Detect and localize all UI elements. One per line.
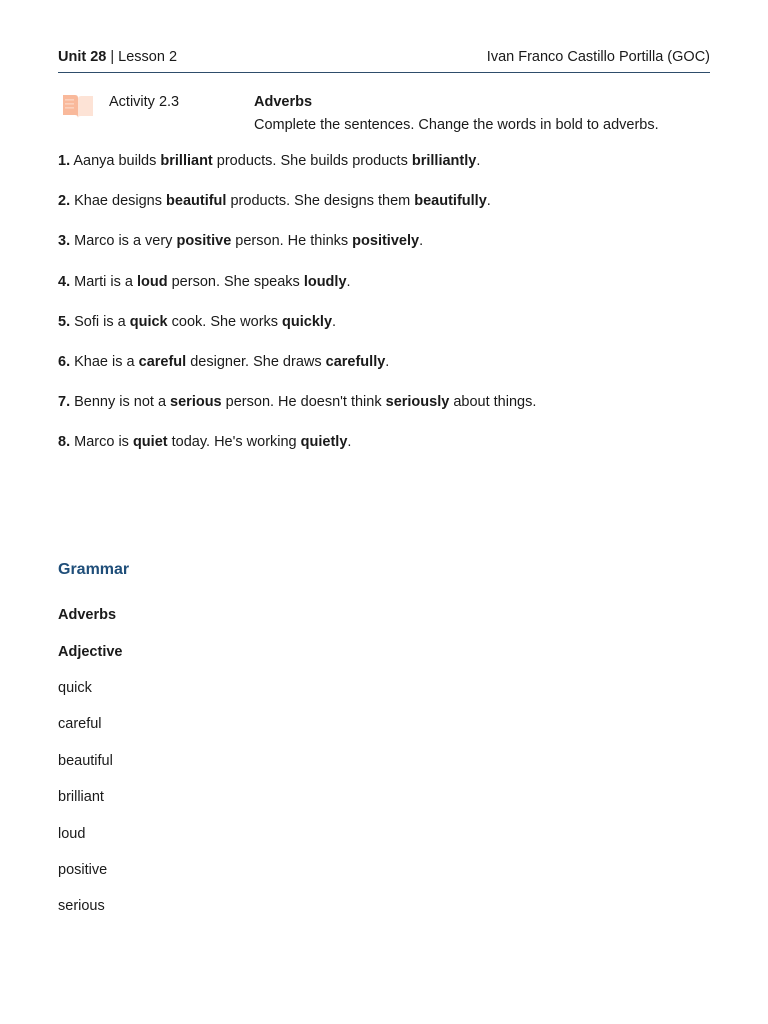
sentence-text: Benny is not a [74, 394, 171, 411]
exercise-number: 6. [58, 353, 71, 370]
bold-word: quietly [300, 434, 348, 451]
bold-word: quick [129, 313, 168, 330]
sentence-text: . [486, 193, 491, 210]
exercise-sentence [58, 272, 710, 312]
page-header [58, 47, 710, 67]
exercise-sentence [58, 151, 710, 191]
sentence-text: person. She speaks [167, 273, 304, 290]
exercise-number: 5. [58, 313, 71, 330]
exercise-sentence [58, 352, 710, 392]
exercise-sentence [58, 392, 710, 432]
sentence-text: designer. She draws [186, 353, 326, 370]
sentence-text: Khae designs [74, 193, 167, 210]
adjective-item: loud [58, 825, 86, 842]
sentence-text: . [419, 233, 424, 250]
bold-word: brilliant [160, 153, 213, 169]
bold-word: positive [176, 233, 232, 250]
header-separator: | [106, 49, 119, 65]
sentence-text: Marti is a [74, 273, 137, 290]
exercise-sentence [58, 231, 710, 271]
activity-title: Adverbs [254, 94, 313, 110]
header-divider [58, 72, 710, 73]
bold-word: carefully [325, 353, 386, 370]
sentence-text: today. He's working [167, 434, 301, 451]
adjective-item: brilliant [58, 789, 104, 806]
sentence-text: . [385, 353, 390, 370]
exercise-number: 7. [58, 394, 71, 411]
sentence-text: Sofi is a [74, 313, 130, 330]
bold-word: brilliantly [411, 153, 477, 169]
sentence-text: . [332, 313, 337, 330]
grammar-subheading: Adverbs [58, 607, 117, 623]
bold-word: serious [170, 394, 222, 411]
sentence-text: about things. [449, 394, 537, 411]
bold-word: quickly [282, 313, 333, 330]
adjective-item: serious [58, 898, 105, 915]
grammar-heading: Grammar [58, 561, 130, 578]
sentence-text: Aanya builds [73, 153, 161, 169]
bold-word: beautiful [166, 193, 227, 210]
unit-lesson [58, 47, 177, 67]
sentence-text: cook. She works [167, 313, 283, 330]
exercise-number: 1. [58, 153, 71, 169]
bold-word: loud [136, 273, 168, 290]
lesson-label: Lesson 2 [118, 49, 178, 65]
document-page [58, 0, 710, 1024]
bold-word: quiet [132, 434, 168, 451]
exercise-number: 4. [58, 273, 71, 290]
sentence-text: Khae is a [74, 353, 139, 370]
sentence-text: person. He doesn't think [221, 394, 386, 411]
sentence-text: . [347, 434, 352, 451]
exercise-number: 8. [58, 434, 71, 451]
activity-instruction: Complete the sentences. Change the words in bold to adverbs. [254, 117, 659, 133]
activity-number: Activity 2.3 [109, 94, 180, 110]
adjective-item: beautiful [58, 752, 113, 769]
bold-word: loudly [303, 273, 347, 290]
sentence-text: Marco is [74, 434, 133, 451]
exercise-sentence [58, 432, 710, 472]
adjective-item: positive [58, 861, 108, 878]
unit-label: Unit 28 [58, 49, 107, 65]
sentence-text: products. She designs them [226, 193, 415, 210]
adjective-item: quick [58, 680, 92, 696]
bold-word: positively [352, 233, 420, 250]
author-name: Ivan Franco Castillo Portilla (GOC) [486, 49, 710, 65]
sentence-text: Marco is a very [74, 233, 177, 250]
exercise-number: 3. [58, 233, 71, 250]
bold-word: seriously [385, 394, 450, 411]
sentence-text: person. He thinks [231, 233, 353, 250]
exercise-number: 2. [58, 193, 71, 210]
sentence-text: . [346, 273, 351, 290]
bold-word: careful [138, 353, 187, 370]
sentence-text: . [476, 153, 481, 169]
adjective-column-header: Adjective [58, 644, 123, 660]
sentence-text: products. She builds products [212, 153, 412, 169]
exercise-list [58, 151, 710, 473]
adjective-list [58, 678, 113, 933]
exercise-sentence [58, 191, 710, 231]
adjective-item: careful [58, 716, 102, 733]
book-icon [62, 94, 94, 118]
bold-word: beautifully [414, 193, 487, 210]
exercise-sentence [58, 312, 710, 352]
